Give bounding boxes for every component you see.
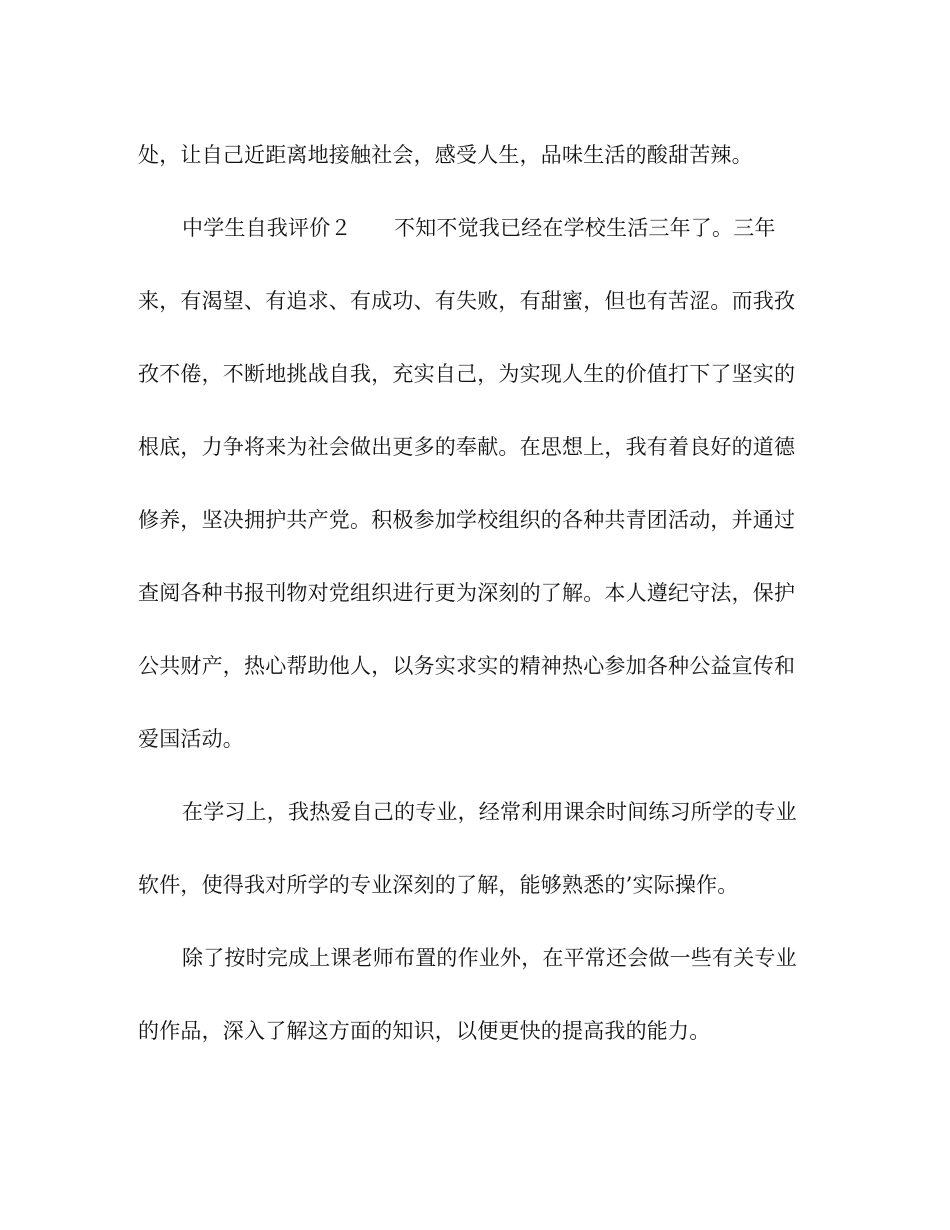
text-line: 处，让自己近距离地接触社会，感受人生，品味生活的酸甜苦辣。 (138, 143, 753, 167)
text-line: 查阅各种书报刊物对党组织进行更为深刻的了解。本人遵纪守法，保护 (138, 581, 796, 605)
paragraph-start-line: 在学习上，我热爱自己的专业，经常利用课余时间练习所学的专业 (182, 800, 797, 824)
text-line: 孜不倦，不断地挑战自我，充实自己，为实现人生的价值打下了坚实的 (138, 362, 796, 386)
text-line: 的作品，深入了解这方面的知识，以便更快的提高我的能力。 (138, 1019, 711, 1043)
paragraph-start-line: 除了按时完成上课老师布置的作业外，在平常还会做一些有关专业 (182, 946, 797, 970)
section-heading-line: 中学生自我评价２ 不知不觉我已经在学校生活三年了。三年 (182, 216, 776, 240)
text-line: 爱国活动。 (138, 727, 244, 751)
text-line: 软件，使得我对所学的专业深刻的了解，能够熟悉的’实际操作。 (138, 873, 739, 897)
text-line: 根底，力争将来为社会做出更多的奉献。在思想上，我有着良好的道德 (138, 435, 796, 459)
text-line: 来，有渴望、有追求、有成功、有失败，有甜蜜，但也有苦涩。而我孜 (138, 289, 796, 313)
text-line: 修养，坚决拥护共产党。积极参加学校组织的各种共青团活动，并通过 (138, 508, 796, 532)
text-line: 公共财产，热心帮助他人，以务实求实的精神热心参加各种公益宣传和 (138, 654, 796, 678)
